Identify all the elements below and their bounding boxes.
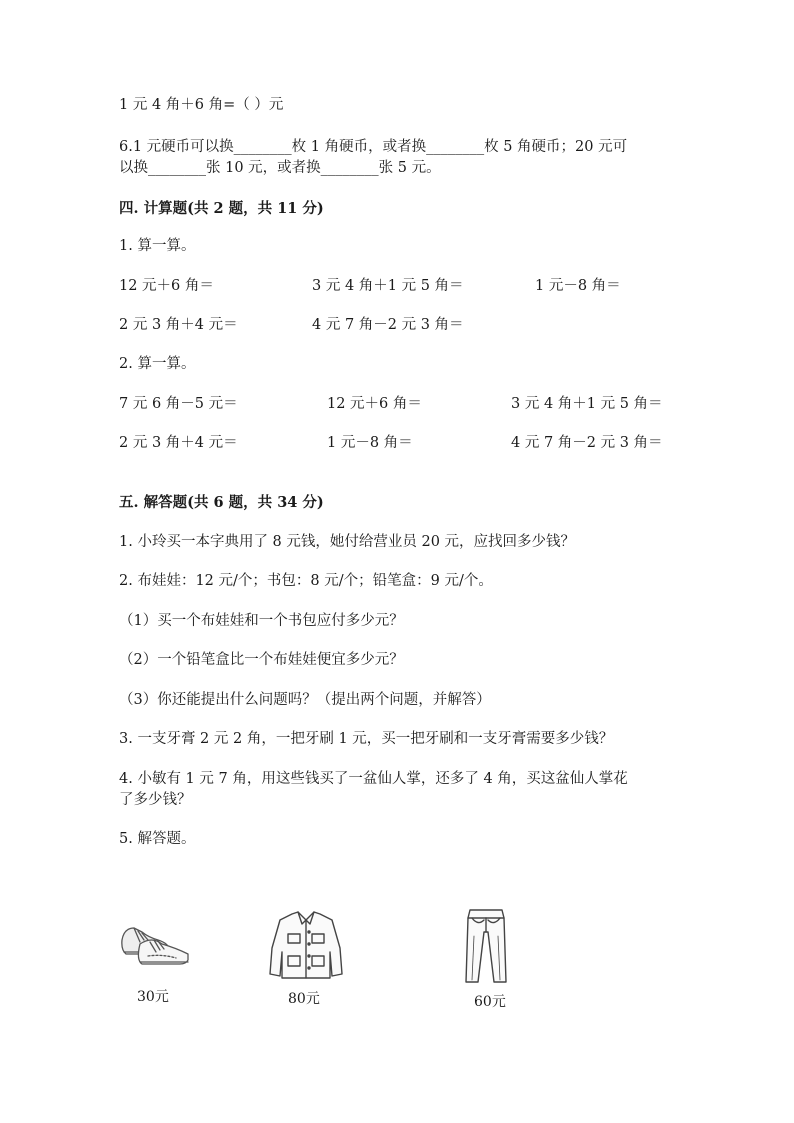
- section-5-heading: 五. 解答题(共 6 题，共 34 分): [119, 494, 324, 511]
- answer-2: 2. 布娃娃：12 元/个；书包：8 元/个；铅笔盒：9 元/个。: [119, 573, 493, 589]
- jacket-price-label: 80元: [288, 991, 320, 1007]
- problem-6-line-b: 以换________张 10 元，或者换________张 5 元。: [119, 160, 441, 176]
- calc-2b: 12 元＋6 角＝: [327, 396, 422, 412]
- sneakers-icon: [118, 920, 192, 970]
- answer-2-sub-1: （1）买一个布娃娃和一个书包应付多少元？: [119, 613, 404, 629]
- answer-1: 1. 小玲买一本字典用了 8 元钱，她付给营业员 20 元，应找回多少钱？: [119, 534, 576, 550]
- calc-2f: 4 元 7 角－2 元 3 角＝: [511, 435, 663, 451]
- calc-1e: 4 元 7 角－2 元 3 角＝: [312, 317, 464, 333]
- answer-3: 3. 一支牙膏 2 元 2 角，一把牙刷 1 元，买一把牙刷和一支牙膏需要多少钱？: [119, 731, 614, 747]
- problem-6-line-a: 6.1 元硬币可以换________枚 1 角硬币，或者换________枚 5 角硬币；20 元可: [119, 139, 628, 155]
- answer-2-sub-3: （3）你还能提出什么问题吗？（提出两个问题，并解答）: [119, 692, 491, 708]
- calc-2d: 2 元 3 角＋4 元＝: [119, 435, 238, 451]
- answer-4-line-b: 了多少钱？: [119, 792, 192, 808]
- pants-icon: [462, 906, 510, 986]
- calc-1b: 3 元 4 角＋1 元 5 角＝: [312, 278, 464, 294]
- calc-2e: 1 元－8 角＝: [327, 435, 413, 451]
- calc-1c: 1 元－8 角＝: [535, 278, 621, 294]
- calc-1d: 2 元 3 角＋4 元＝: [119, 317, 238, 333]
- calc-2a: 7 元 6 角－5 元＝: [119, 396, 238, 412]
- calc-1a: 12 元＋6 角＝: [119, 278, 214, 294]
- problem-line-1: 1 元 4 角＋6 角=（ ）元: [119, 97, 284, 113]
- pants-price-label: 60元: [474, 994, 506, 1010]
- shoes-price-label: 30元: [137, 989, 169, 1005]
- answer-5: 5. 解答题。: [119, 831, 196, 847]
- calc-2c: 3 元 4 角＋1 元 5 角＝: [511, 396, 663, 412]
- jacket-icon: [266, 908, 346, 982]
- question-2-heading: 2. 算一算。: [119, 356, 196, 372]
- question-1-heading: 1. 算一算。: [119, 238, 196, 254]
- section-4-heading: 四. 计算题(共 2 题，共 11 分): [119, 200, 324, 217]
- answer-4-line-a: 4. 小敏有 1 元 7 角，用这些钱买了一盆仙人掌，还多了 4 角，买这盆仙人掌花: [119, 771, 628, 787]
- answer-2-sub-2: （2）一个铅笔盒比一个布娃娃便宜多少元？: [119, 652, 404, 668]
